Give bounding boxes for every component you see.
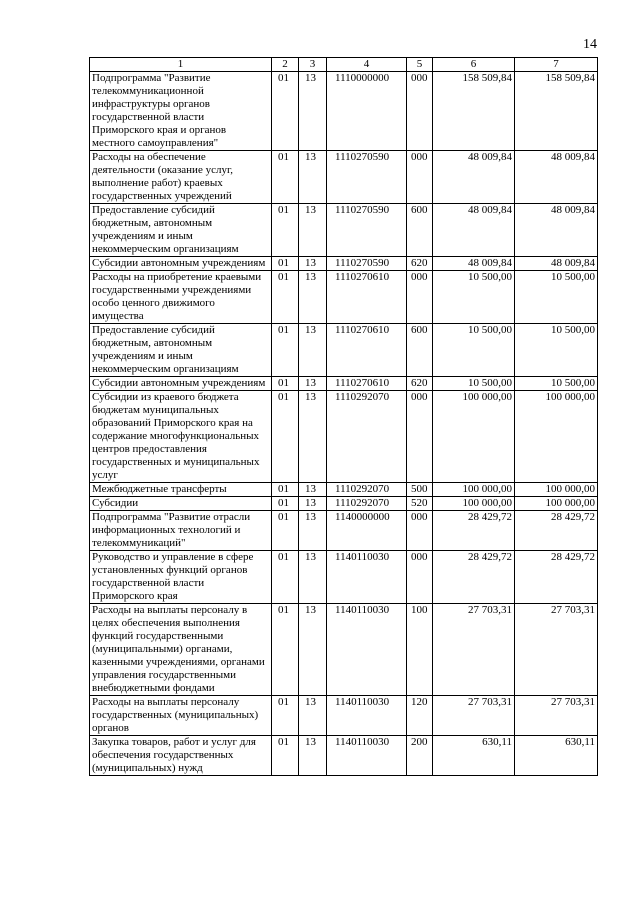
row-name-cell: Расходы на выплаты персоналу государственных (муниципальных) органов bbox=[90, 696, 272, 736]
table-row bbox=[90, 391, 598, 483]
expense-type-cell: 600 bbox=[407, 204, 433, 257]
target-article-cell: 1110292070 bbox=[327, 483, 407, 497]
amount-cell-year1: 158 509,84 bbox=[433, 72, 515, 151]
row-name-cell: Подпрограмма "Развитие отрасли информационных технологий и телекоммуникаций" bbox=[90, 511, 272, 551]
table-row bbox=[90, 604, 598, 696]
expense-type-cell: 500 bbox=[407, 483, 433, 497]
subsection-code-cell: 13 bbox=[299, 324, 327, 377]
expense-type-cell: 000 bbox=[407, 72, 433, 151]
section-code-cell: 01 bbox=[272, 324, 299, 377]
section-code-cell: 01 bbox=[272, 511, 299, 551]
subsection-code-cell: 13 bbox=[299, 391, 327, 483]
target-article-cell: 1140110030 bbox=[327, 604, 407, 696]
section-code-cell: 01 bbox=[272, 271, 299, 324]
table-row bbox=[90, 483, 598, 497]
amount-cell-year1: 100 000,00 bbox=[433, 391, 515, 483]
amount-cell-year1: 10 500,00 bbox=[433, 377, 515, 391]
subsection-code-cell: 13 bbox=[299, 151, 327, 204]
section-code-cell: 01 bbox=[272, 72, 299, 151]
table-row bbox=[90, 511, 598, 551]
row-name-cell: Закупка товаров, работ и услуг для обеспечения государственных (муниципальных) нужд bbox=[90, 736, 272, 776]
subsection-code-cell: 13 bbox=[299, 271, 327, 324]
table-row bbox=[90, 257, 598, 271]
subsection-code-cell: 13 bbox=[299, 511, 327, 551]
amount-cell-year2: 27 703,31 bbox=[515, 604, 598, 696]
subsection-code-cell: 13 bbox=[299, 257, 327, 271]
amount-cell-year1: 48 009,84 bbox=[433, 151, 515, 204]
expense-type-cell: 100 bbox=[407, 604, 433, 696]
amount-cell-year1: 48 009,84 bbox=[433, 257, 515, 271]
amount-cell-year2: 100 000,00 bbox=[515, 483, 598, 497]
target-article-cell: 1110292070 bbox=[327, 391, 407, 483]
amount-cell-year1: 100 000,00 bbox=[433, 483, 515, 497]
section-code-cell: 01 bbox=[272, 204, 299, 257]
section-code-cell: 01 bbox=[272, 736, 299, 776]
amount-cell-year2: 28 429,72 bbox=[515, 511, 598, 551]
amount-cell-year2: 48 009,84 bbox=[515, 204, 598, 257]
column-header: 7 bbox=[515, 58, 598, 72]
expense-type-cell: 600 bbox=[407, 324, 433, 377]
amount-cell-year1: 100 000,00 bbox=[433, 497, 515, 511]
header-row bbox=[90, 58, 598, 72]
row-name-cell: Субсидии автономным учреждениям bbox=[90, 377, 272, 391]
expense-type-cell: 620 bbox=[407, 377, 433, 391]
amount-cell-year2: 48 009,84 bbox=[515, 151, 598, 204]
section-code-cell: 01 bbox=[272, 257, 299, 271]
expense-type-cell: 000 bbox=[407, 551, 433, 604]
row-name-cell: Предоставление субсидий бюджетным, автономным учреждениям и иным некоммерческим организациям bbox=[90, 324, 272, 377]
table-row bbox=[90, 736, 598, 776]
row-name-cell: Расходы на обеспечение деятельности (оказание услуг, выполнение работ) краевых государственных учреждений bbox=[90, 151, 272, 204]
column-header: 4 bbox=[327, 58, 407, 72]
column-header: 6 bbox=[433, 58, 515, 72]
amount-cell-year1: 10 500,00 bbox=[433, 271, 515, 324]
expense-type-cell: 000 bbox=[407, 151, 433, 204]
table-row bbox=[90, 377, 598, 391]
amount-cell-year1: 10 500,00 bbox=[433, 324, 515, 377]
table-row bbox=[90, 271, 598, 324]
target-article-cell: 1140110030 bbox=[327, 736, 407, 776]
amount-cell-year2: 100 000,00 bbox=[515, 391, 598, 483]
amount-cell-year1: 28 429,72 bbox=[433, 511, 515, 551]
expense-type-cell: 000 bbox=[407, 511, 433, 551]
target-article-cell: 1110270610 bbox=[327, 377, 407, 391]
table-row bbox=[90, 551, 598, 604]
amount-cell-year2: 100 000,00 bbox=[515, 497, 598, 511]
row-name-cell: Расходы на приобретение краевыми государственными учреждениями особо ценного движимого имущества bbox=[90, 271, 272, 324]
amount-cell-year1: 27 703,31 bbox=[433, 696, 515, 736]
target-article-cell: 1140110030 bbox=[327, 696, 407, 736]
target-article-cell: 1110270590 bbox=[327, 204, 407, 257]
subsection-code-cell: 13 bbox=[299, 483, 327, 497]
budget-table bbox=[89, 57, 598, 776]
target-article-cell: 1110270590 bbox=[327, 257, 407, 271]
expense-type-cell: 520 bbox=[407, 497, 433, 511]
amount-cell-year1: 48 009,84 bbox=[433, 204, 515, 257]
target-article-cell: 1110000000 bbox=[327, 72, 407, 151]
target-article-cell: 1110270590 bbox=[327, 151, 407, 204]
section-code-cell: 01 bbox=[272, 604, 299, 696]
row-name-cell: Субсидии bbox=[90, 497, 272, 511]
section-code-cell: 01 bbox=[272, 483, 299, 497]
row-name-cell: Субсидии из краевого бюджета бюджетам муниципальных образований Приморского края на содержание многофункциональных центров предоставления государственных и муниципальных услуг bbox=[90, 391, 272, 483]
subsection-code-cell: 13 bbox=[299, 551, 327, 604]
column-header: 5 bbox=[407, 58, 433, 72]
table-row bbox=[90, 72, 598, 151]
amount-cell-year2: 158 509,84 bbox=[515, 72, 598, 151]
expense-type-cell: 000 bbox=[407, 391, 433, 483]
column-header: 3 bbox=[299, 58, 327, 72]
section-code-cell: 01 bbox=[272, 551, 299, 604]
table-row bbox=[90, 696, 598, 736]
amount-cell-year2: 630,11 bbox=[515, 736, 598, 776]
subsection-code-cell: 13 bbox=[299, 72, 327, 151]
subsection-code-cell: 13 bbox=[299, 497, 327, 511]
section-code-cell: 01 bbox=[272, 377, 299, 391]
subsection-code-cell: 13 bbox=[299, 736, 327, 776]
row-name-cell: Предоставление субсидий бюджетным, автономным учреждениям и иным некоммерческим организациям bbox=[90, 204, 272, 257]
expense-type-cell: 000 bbox=[407, 271, 433, 324]
section-code-cell: 01 bbox=[272, 151, 299, 204]
table-row bbox=[90, 151, 598, 204]
target-article-cell: 1140110030 bbox=[327, 551, 407, 604]
amount-cell-year1: 27 703,31 bbox=[433, 604, 515, 696]
section-code-cell: 01 bbox=[272, 696, 299, 736]
amount-cell-year1: 630,11 bbox=[433, 736, 515, 776]
row-name-cell: Субсидии автономным учреждениям bbox=[90, 257, 272, 271]
row-name-cell: Руководство и управление в сфере установленных функций органов государственной власти Приморского края bbox=[90, 551, 272, 604]
target-article-cell: 1110270610 bbox=[327, 271, 407, 324]
section-code-cell: 01 bbox=[272, 391, 299, 483]
row-name-cell: Расходы на выплаты персоналу в целях обеспечения выполнения функций государственными (муниципальными) органами, казенными учреждениями, органами управления государственными внебюджетными фондами bbox=[90, 604, 272, 696]
subsection-code-cell: 13 bbox=[299, 204, 327, 257]
column-header: 2 bbox=[272, 58, 299, 72]
subsection-code-cell: 13 bbox=[299, 377, 327, 391]
amount-cell-year2: 28 429,72 bbox=[515, 551, 598, 604]
amount-cell-year2: 10 500,00 bbox=[515, 271, 598, 324]
table-row bbox=[90, 324, 598, 377]
target-article-cell: 1140000000 bbox=[327, 511, 407, 551]
column-header: 1 bbox=[90, 58, 272, 72]
table-row bbox=[90, 204, 598, 257]
subsection-code-cell: 13 bbox=[299, 604, 327, 696]
row-name-cell: Межбюджетные трансферты bbox=[90, 483, 272, 497]
subsection-code-cell: 13 bbox=[299, 696, 327, 736]
section-code-cell: 01 bbox=[272, 497, 299, 511]
expense-type-cell: 200 bbox=[407, 736, 433, 776]
row-name-cell: Подпрограмма "Развитие телекоммуникационной инфраструктуры органов государственной власти Приморского края и органов местного самоуправления" bbox=[90, 72, 272, 151]
amount-cell-year2: 10 500,00 bbox=[515, 324, 598, 377]
target-article-cell: 1110292070 bbox=[327, 497, 407, 511]
table-row bbox=[90, 497, 598, 511]
amount-cell-year2: 48 009,84 bbox=[515, 257, 598, 271]
expense-type-cell: 620 bbox=[407, 257, 433, 271]
expense-type-cell: 120 bbox=[407, 696, 433, 736]
amount-cell-year1: 28 429,72 bbox=[433, 551, 515, 604]
page-number: 14 bbox=[583, 37, 597, 52]
amount-cell-year2: 10 500,00 bbox=[515, 377, 598, 391]
target-article-cell: 1110270610 bbox=[327, 324, 407, 377]
amount-cell-year2: 27 703,31 bbox=[515, 696, 598, 736]
